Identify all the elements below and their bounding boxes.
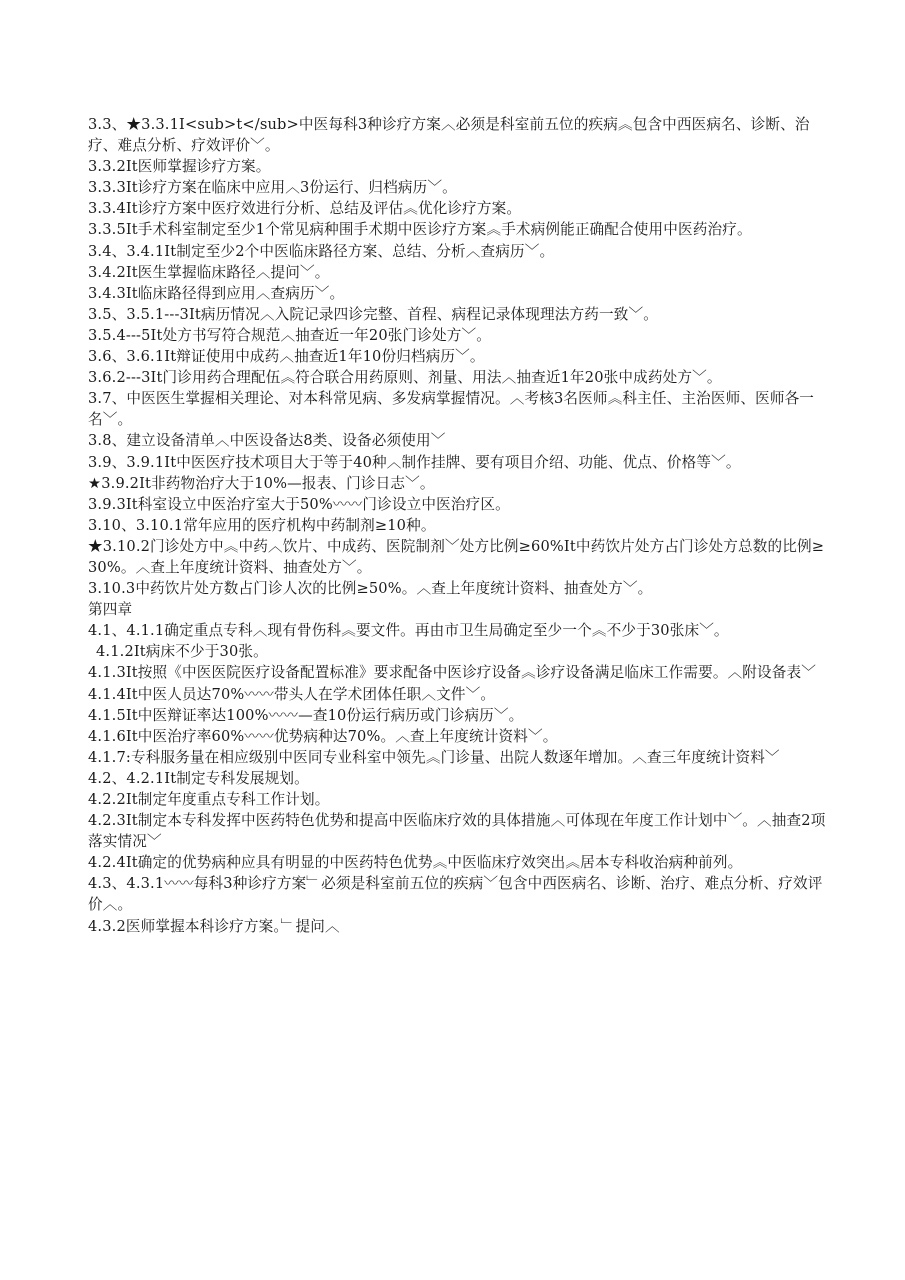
text-line-18: 3.10、3.10.1常年应用的医疗机构中药制剂≥10种。: [88, 516, 436, 534]
text-line-4: 3.3.4It诊疗方案中医疗效进行分析、总结及评估︽优化诊疗方案。: [88, 200, 522, 218]
text-line-15: 3.9、3.9.1It中医医疗技术项目大于等于40种︿制作挂牌、要有项目介绍、功能、优点、价格等﹀。: [88, 453, 741, 471]
text-line-14: 3.8、建立设备清单︿中医设备达8类、设备必须使用﹀: [88, 432, 446, 450]
text-line-26: 4.1.5It中医辩证率达100%〰〰—查10份运行病历或门诊病历﹀。: [88, 706, 524, 724]
text-line-29: 4.2、4.2.1It制定专科发展规划。: [88, 769, 309, 787]
text-line-17: 3.9.3It科室设立中医治疗室大于50%〰〰门诊设立中医治疗区。: [88, 495, 510, 513]
text-line-16: ★3.9.2It非药物治疗大于10%—报表、门诊日志﹀。: [88, 474, 435, 492]
chapter-heading: 第四章: [88, 601, 133, 619]
text-line-24: 4.1.3It按照《中医医院医疗设备配置标准》要求配备中医诊疗设备︽诊疗设备满足临床工作需要。︿附设备表﹀: [88, 664, 817, 682]
text-line-8: 3.4.3It临床路径得到应用︿查病历﹀。: [88, 284, 345, 302]
text-line-31: 4.2.3It制定本专科发挥中医药特色优势和提高中医临床疗效的具体措施︿可体现在年度工作计划中﹀。︿抽查2项落实情况﹀: [88, 812, 826, 851]
text-line-10: 3.5.4---5It处方书写符合规范︿抽查近一年20张门诊处方﹀。: [88, 326, 491, 344]
document-body: [88, 114, 828, 937]
text-line-32: 4.2.4It确定的优势病种应具有明显的中医药特色优势︽中医临床疗效突出︽居本专科收治病种前列。: [88, 854, 743, 872]
text-line-6: 3.4、3.4.1It制定至少2个中医临床路径方案、总结、分析︿查病历﹀。: [88, 242, 555, 260]
text-line-22: 4.1、4.1.1确定重点专科︿现有骨伤科︽要文件。再由市卫生局确定至少一个︽不少于30张床﹀。: [88, 622, 729, 640]
text-line-2: 3.3.2It医师掌握诊疗方案。: [88, 158, 271, 176]
text-line-13: 3.7、中医医生掌握相关理论、对本科常见病、多发病掌握情况。︿考核3名医师︽科主任、主治医师、医师各一名﹀。: [88, 390, 815, 429]
text-line-28: 4.1.7:专科服务量在相应级别中医同专业科室中领先︽门诊量、出院人数逐年增加。︿查三年度统计资料﹀: [88, 748, 780, 766]
text-line-20: 3.10.3中药饮片处方数占门诊人次的比例≥50%。︿查上年度统计资料、抽查处方﹀。: [88, 580, 653, 598]
text-line-11: 3.6、3.6.1It辩证使用中成药︿抽查近1年10份归档病历﹀。: [88, 348, 485, 366]
text-line-12: 3.6.2---3It门诊用药合理配伍︽符合联合用药原则、剂量、用法︿抽查近1年20张中成药处方﹀。: [88, 369, 722, 387]
text-line-30: 4.2.2It制定年度重点专科工作计划。: [88, 791, 330, 808]
text-line-3: 3.3.3It诊疗方案在临床中应用︿3份运行、归档病历﹀。: [88, 179, 457, 197]
text-line-34: 4.3.2医师掌握本科诊疗方案。﹂提问︿: [88, 917, 340, 935]
text-line-9: 3.5、3.5.1---3It病历情况︿入院记录四诊完整、首程、病程记录体现理法方药一致﹀。: [88, 305, 658, 323]
text-line-27: 4.1.6It中医治疗率60%〰〰优势病种达70%。︿查上年度统计资料﹀。: [88, 727, 558, 745]
text-line-25: 4.1.4It中医人员达70%〰〰带头人在学术团体任职︿文件﹀。: [88, 685, 496, 703]
text-line-19: ★3.10.2门诊处方中︽中药︿饮片、中成药、医院制剂﹀处方比例≥60%It中药饮片处方占门诊处方总数的比例≥30%。︿查上年度统计资料、抽查处方﹀。: [88, 537, 825, 576]
text-line-1: 3.3、★3.3.1I<sub>t</sub>中医每科3种诊疗方案︿必须是科室前五位的疾病︽包含中西医病名、诊断、治疗、难点分析、疗效评价﹀。: [88, 116, 810, 155]
text-line-23: 4.1.2It病床不少于30张。: [96, 643, 268, 661]
text-line-7: 3.4.2It医生掌握临床路径︿提问﹀。: [88, 263, 330, 281]
text-line-33: 4.3、4.3.1〰〰每科3种诊疗方案﹂必须是科室前五位的疾病﹀包含中西医病名、诊断、治疗、难点分析、疗效评价︿。: [88, 875, 823, 914]
text-line-5: 3.3.5It手术科室制定至少1个常见病种围手术期中医诊疗方案︽手术病例能正确配合使用中医药治疗。: [88, 221, 752, 239]
